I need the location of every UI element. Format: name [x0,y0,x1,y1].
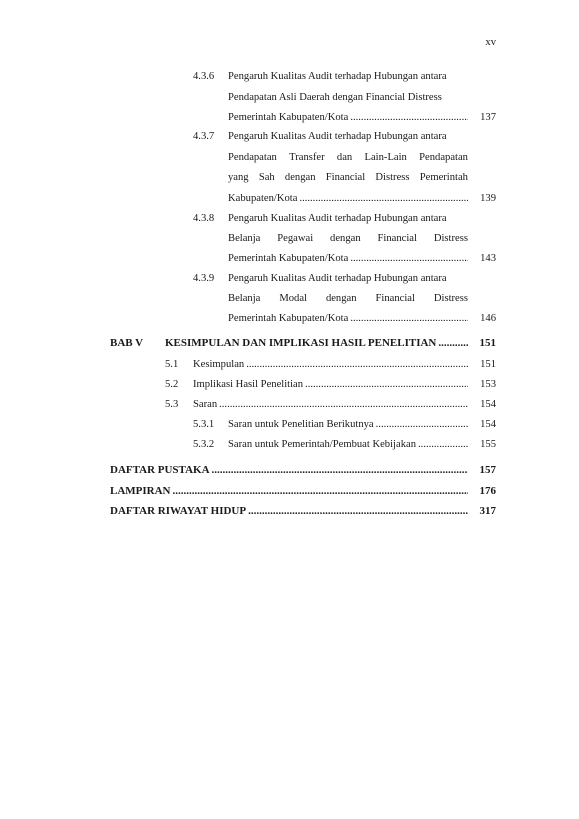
toc-line: Pengaruh Kualitas Audit terhadap Hubungan antara [228,131,447,142]
word: Distress [375,172,410,183]
toc-entry-label: Implikasi Hasil Penelitian [193,379,304,390]
word: dan [336,152,353,163]
word: dengan [330,233,361,244]
dot-leader [438,337,468,349]
toc-entry-label: Saran untuk Pemerintah/Pembuat Kebijakan [228,439,416,450]
toc-entry-label: DAFTAR RIWAYAT HIDUP [110,505,247,517]
dot-leader [299,193,468,204]
word: Modal [279,293,307,304]
toc-number-5-3-1: 5.3.1 [193,419,215,430]
toc-number-5-3-2: 5.3.2 [193,439,215,450]
toc-line: Pengaruh Kualitas Audit terhadap Hubungan antara [228,273,447,284]
toc-entry-5-3-2[interactable] [228,439,468,450]
word: Financial [377,233,417,244]
chapter-title: KESIMPULAN DAN IMPLIKASI HASIL PENELITIAN [165,337,437,349]
dot-leader [248,505,468,517]
toc-entry-lampiran[interactable] [110,485,468,497]
toc-line-justified [228,233,468,244]
dot-leader [350,313,468,324]
toc-page: 151 [479,337,496,349]
toc-entry-label: Kesimpulan [193,359,245,370]
toc-entry-label: Pemerintah Kabupaten/Kota [228,112,349,123]
dot-leader [305,379,468,390]
word: dengan [284,172,316,183]
toc-entry-4-3-7[interactable] [228,193,468,204]
toc-number-4-3-9: 4.3.9 [193,273,215,284]
toc-page: 176 [479,485,496,497]
word: Distress [433,293,468,304]
toc-line: Pendapatan Asli Daerah dengan Financial Distress [228,92,442,103]
word: yang [228,172,249,183]
toc-number-5-3: 5.3 [165,399,179,410]
toc-number-5-2: 5.2 [165,379,179,390]
word: Financial [375,293,415,304]
word: dengan [325,293,357,304]
toc-number-4-3-8: 4.3.8 [193,213,215,224]
dot-leader [212,464,468,476]
page-number: xv [485,37,496,48]
toc-page: 137 [480,112,496,123]
dot-leader [173,485,469,497]
toc-entry-daftar-pustaka[interactable] [110,464,468,476]
toc-entry-label: Kabupaten/Kota [228,193,298,204]
word: Lain-Lain [364,152,407,163]
dot-leader [246,359,468,370]
toc-entry-4-3-9[interactable] [228,313,468,324]
toc-page: 155 [480,439,496,450]
toc-page: 154 [480,419,496,430]
toc-entry-4-3-6[interactable] [228,112,468,123]
chapter-label: BAB V [110,337,144,349]
toc-entry-label: Pemerintah Kabupaten/Kota [228,313,349,324]
toc-page: 143 [480,253,496,264]
toc-entry-5-2[interactable] [193,379,468,390]
toc-page: 153 [480,379,496,390]
toc-entry-label: Saran [193,399,218,410]
toc-page: 317 [479,505,496,517]
word: Belanja [228,293,261,304]
toc-entry-5-1[interactable] [193,359,468,370]
dot-leader [350,112,468,123]
toc-entry-label: LAMPIRAN [110,485,171,497]
toc-entry-5-3-1[interactable] [228,419,468,430]
toc-entry-4-3-8[interactable] [228,253,468,264]
toc-entry-label: Saran untuk Penelitian Berikutnya [228,419,374,430]
word: Pendapatan [419,152,468,163]
word: Pendapatan [228,152,277,163]
word: Belanja [228,233,261,244]
word: Distress [433,233,468,244]
toc-line-justified [228,172,468,183]
word: Pegawai [277,233,314,244]
word: Financial [325,172,366,183]
toc-page: 139 [480,193,496,204]
toc-entry-label: Pemerintah Kabupaten/Kota [228,253,349,264]
word: Transfer [289,152,325,163]
toc-entry-bab-v[interactable] [165,337,468,349]
toc-page: 157 [479,464,496,476]
word: Sah [258,172,275,183]
dot-leader [376,419,468,430]
toc-page: 154 [480,399,496,410]
dot-leader [418,439,468,450]
toc-line: Pengaruh Kualitas Audit terhadap Hubungan antara [228,71,447,82]
toc-number-4-3-7: 4.3.7 [193,131,215,142]
toc-number-5-1: 5.1 [165,359,179,370]
toc-line: Pengaruh Kualitas Audit terhadap Hubungan antara [228,213,447,224]
toc-entry-label: DAFTAR PUSTAKA [110,464,210,476]
dot-leader [350,253,468,264]
toc-page: 146 [480,313,496,324]
toc-page: 151 [480,359,496,370]
toc-number-4-3-6: 4.3.6 [193,71,215,82]
word: Pemerintah [419,172,468,183]
dot-leader [219,399,468,410]
toc-line-justified [228,152,468,163]
toc-entry-riwayat-hidup[interactable] [110,505,468,517]
toc-entry-5-3[interactable] [193,399,468,410]
toc-line-justified [228,293,468,304]
